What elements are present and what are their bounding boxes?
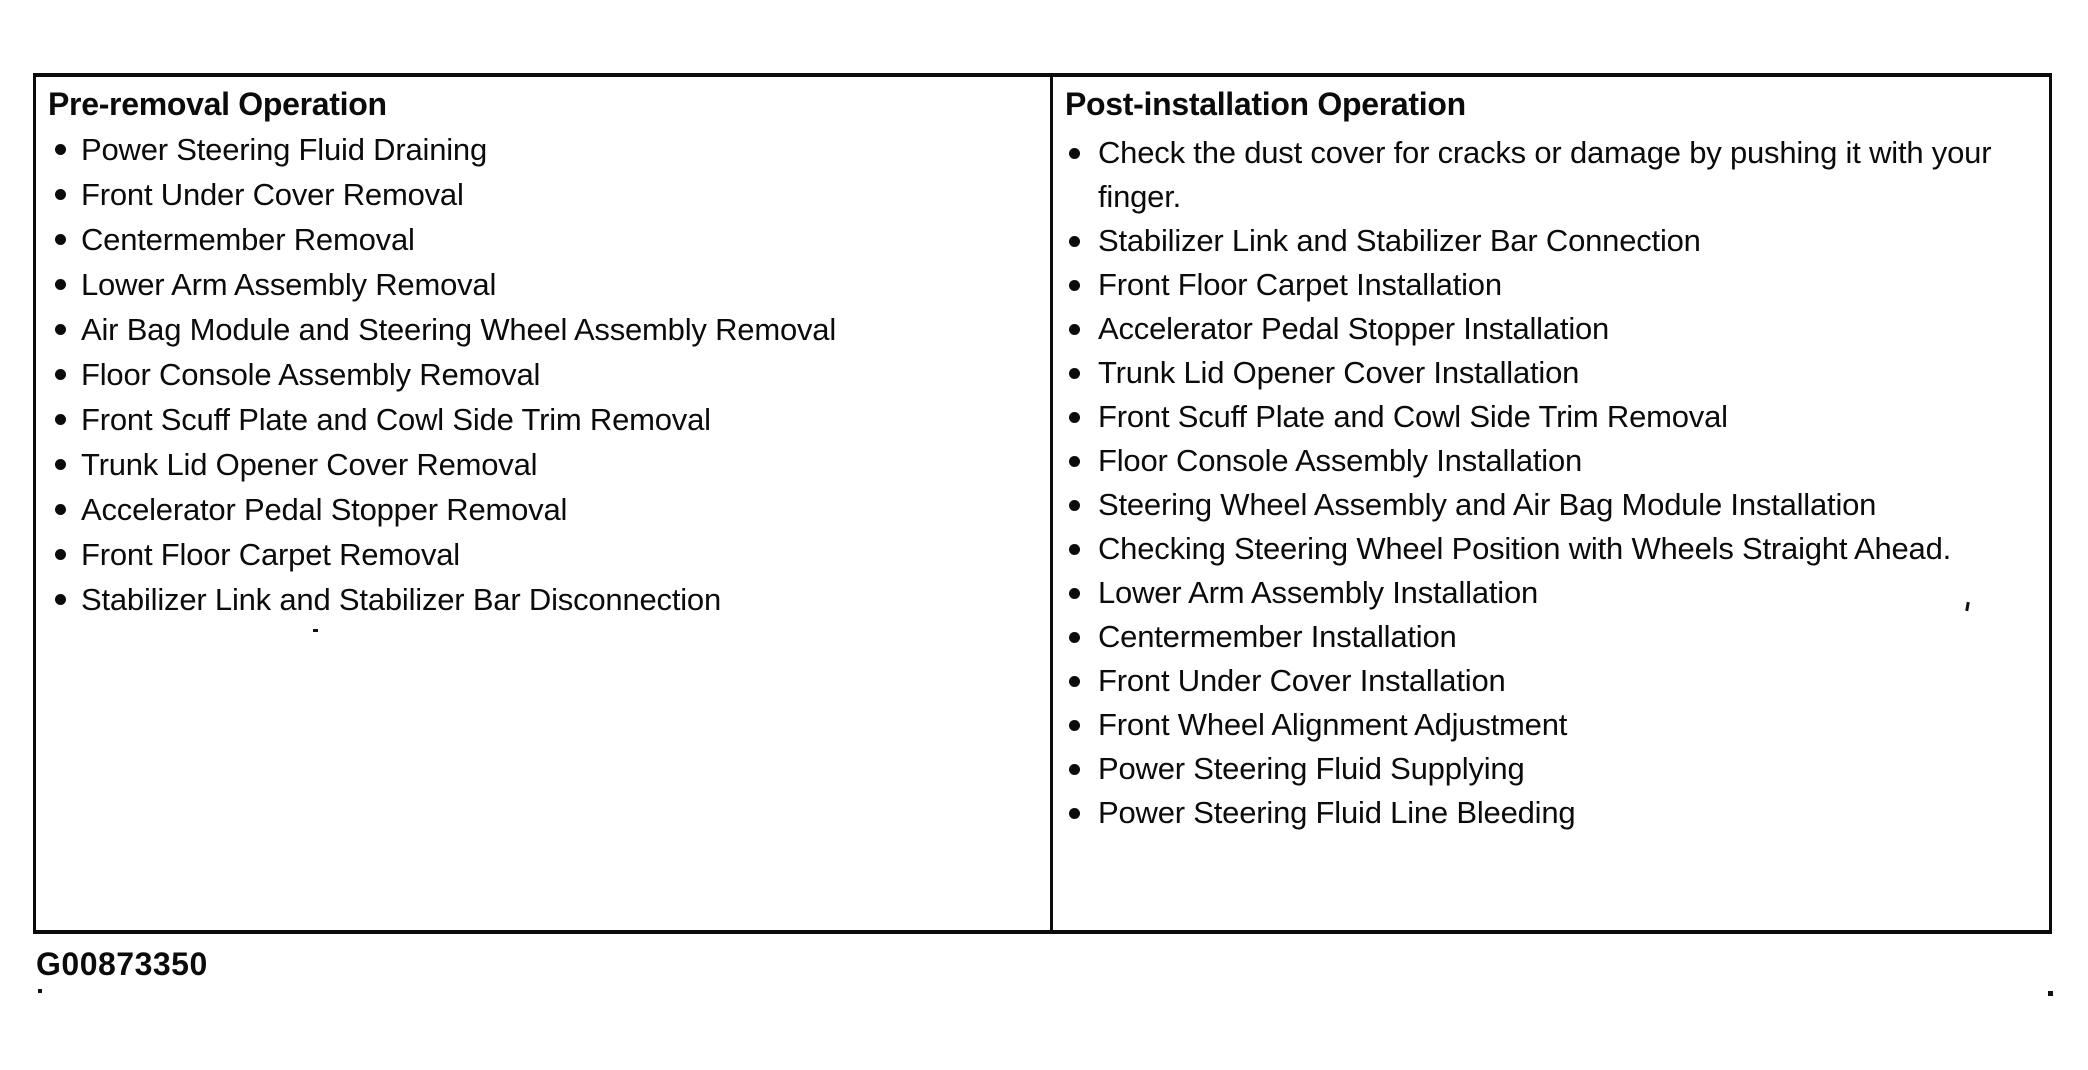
scan-speck (2048, 991, 2053, 996)
post-installation-list (1065, 131, 2035, 835)
list-item-text: Front Under Cover Removal (81, 177, 464, 212)
list-item-text: Steering Wheel Assembly and Air Bag Module Installation (1098, 487, 1877, 522)
list-item (48, 172, 1036, 217)
list-item (1065, 483, 2035, 527)
bullet-icon (1069, 808, 1080, 819)
list-item-text: Front Floor Carpet Installation (1098, 267, 1502, 302)
bullet-icon (1069, 148, 1080, 159)
list-item (1065, 659, 2035, 703)
list-item (48, 487, 1036, 532)
list-item-text: Lower Arm Assembly Removal (81, 267, 497, 302)
list-item (48, 217, 1036, 262)
bullet-icon (55, 144, 66, 155)
bullet-icon (55, 459, 66, 470)
list-item-text: Power Steering Fluid Draining (81, 132, 488, 167)
list-item-text: Stabilizer Link and Stabilizer Bar Connection (1098, 223, 1701, 258)
list-item (48, 262, 1036, 307)
list-item-text: Trunk Lid Opener Cover Installation (1098, 355, 1580, 390)
operations-table (33, 73, 2052, 934)
list-item (1065, 351, 2035, 395)
pre-removal-column (36, 77, 1053, 930)
list-item-text: Accelerator Pedal Stopper Installation (1098, 311, 1610, 346)
bullet-icon (55, 414, 66, 425)
list-item (48, 352, 1036, 397)
list-item-text: Front Under Cover Installation (1098, 663, 1506, 698)
list-item (48, 532, 1036, 577)
list-item (1065, 571, 2035, 615)
list-item-text: Front Floor Carpet Removal (81, 537, 460, 572)
list-item-text: Air Bag Module and Steering Wheel Assembly Removal (81, 312, 837, 347)
list-item-text: Checking Steering Wheel Position with Wheels Straight Ahead. (1098, 531, 1952, 566)
list-item (1065, 307, 2035, 351)
bullet-icon (1069, 632, 1080, 643)
bullet-icon (1069, 456, 1080, 467)
list-item-text: Power Steering Fluid Supplying (1098, 751, 1525, 786)
list-item (48, 577, 1036, 622)
bullet-icon (1069, 764, 1080, 775)
bullet-icon (1069, 368, 1080, 379)
pre-removal-header: Pre-removal Operation (48, 86, 387, 122)
list-item-text: Front Scuff Plate and Cowl Side Trim Removal (81, 402, 711, 437)
bullet-icon (1069, 236, 1080, 247)
list-item (1065, 395, 2035, 439)
list-item (1065, 219, 2035, 263)
list-item-text: Floor Console Assembly Installation (1098, 443, 1583, 478)
list-item (1065, 131, 2035, 219)
list-item (1065, 747, 2035, 791)
bullet-icon (55, 189, 66, 200)
list-item (48, 397, 1036, 442)
bullet-icon (1069, 500, 1080, 511)
list-item (1065, 527, 2035, 571)
list-item-text: Centermember Removal (81, 222, 415, 257)
bullet-icon (1069, 412, 1080, 423)
list-item-text: Front Wheel Alignment Adjustment (1098, 707, 1568, 742)
bullet-icon (1069, 280, 1080, 291)
bullet-icon (1069, 588, 1080, 599)
figure-id-label: G00873350 (36, 946, 208, 982)
list-item (48, 442, 1036, 487)
bullet-icon (55, 594, 66, 605)
list-item (48, 127, 1036, 172)
bullet-icon (1069, 720, 1080, 731)
list-item-text: Floor Console Assembly Removal (81, 357, 541, 392)
bullet-icon (1069, 676, 1080, 687)
list-item-text: Front Scuff Plate and Cowl Side Trim Removal (1098, 399, 1728, 434)
scan-speck (313, 629, 318, 632)
post-installation-column (1053, 77, 2049, 930)
post-installation-header: Post-installation Operation (1065, 86, 1466, 122)
list-item (48, 307, 1036, 352)
list-item (1065, 791, 2035, 835)
pre-removal-list (48, 127, 1036, 622)
bullet-icon (55, 324, 66, 335)
bullet-icon (1069, 324, 1080, 335)
bullet-icon (55, 279, 66, 290)
bullet-icon (55, 369, 66, 380)
list-item (1065, 703, 2035, 747)
bullet-icon (55, 549, 66, 560)
list-item-text: Trunk Lid Opener Cover Removal (81, 447, 538, 482)
list-item-text: Lower Arm Assembly Installation (1098, 575, 1539, 610)
list-item (1065, 263, 2035, 307)
list-item (1065, 439, 2035, 483)
list-item-text: Accelerator Pedal Stopper Removal (81, 492, 568, 527)
scan-speck (38, 989, 42, 993)
bullet-icon (55, 504, 66, 515)
list-item-text: Check the dust cover for cracks or damage by pushing it with your finger. (1098, 135, 1992, 214)
bullet-icon (1069, 544, 1080, 555)
list-item-text: Centermember Installation (1098, 619, 1457, 654)
bullet-icon (55, 234, 66, 245)
list-item-text: Stabilizer Link and Stabilizer Bar Disconnection (81, 582, 722, 617)
list-item-text: Power Steering Fluid Line Bleeding (1098, 795, 1576, 830)
list-item (1065, 615, 2035, 659)
